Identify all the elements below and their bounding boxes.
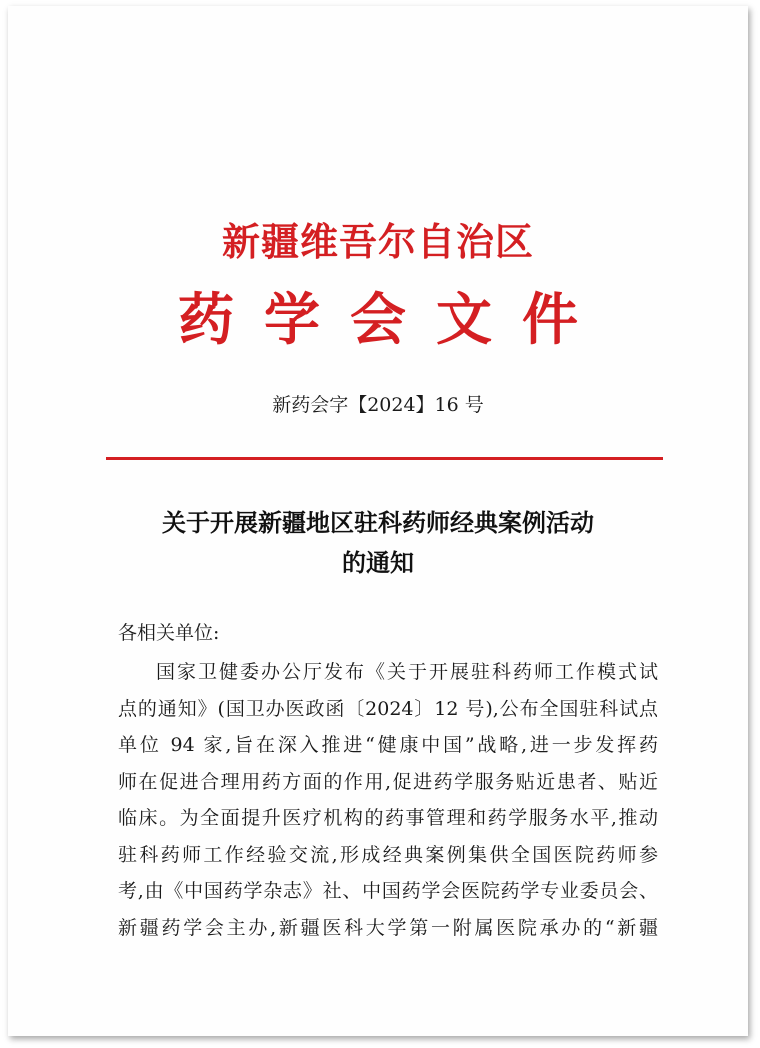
body-line: 临床。为全面提升医疗机构的药事管理和药学服务水平,推动	[118, 807, 658, 829]
body-line: 驻科药师工作经验交流,形成经典案例集供全国医院药师参	[118, 843, 658, 866]
document-number: 新药会字【2024】16 号	[272, 394, 484, 416]
notice-title	[68, 503, 688, 583]
salutation: 各相关单位:	[118, 622, 220, 644]
body-line: 点的通知》(国卫办医政函〔2024〕12 号),公布全国驻科试点	[118, 697, 658, 720]
body-line: 单位 94 家,旨在深入推进“健康中国”战略,进一步发挥药	[118, 734, 658, 756]
notice-title-line-1: 关于开展新疆地区驻科药师经典案例活动	[162, 509, 594, 537]
body-paragraph	[118, 654, 658, 946]
issuing-organization-name: 新疆维吾尔自治区	[221, 219, 534, 264]
document-header-title: 药学会文件	[178, 287, 608, 353]
red-separator-line	[106, 457, 663, 460]
document-page	[8, 6, 748, 1036]
body-line: 国家卫健委办公厅发布《关于开展驻科药师工作模式试	[156, 661, 658, 683]
body-line: 考,由《中国药学杂志》社、中国药学会医院药学专业委员会、	[118, 880, 658, 902]
body-line: 新疆药学会主办,新疆医科大学第一附属医院承办的“新疆	[118, 916, 658, 939]
notice-title-line-2: 的通知	[342, 549, 414, 577]
body-line: 师在促进合理用药方面的作用,促进药学服务贴近患者、贴近	[118, 770, 658, 793]
